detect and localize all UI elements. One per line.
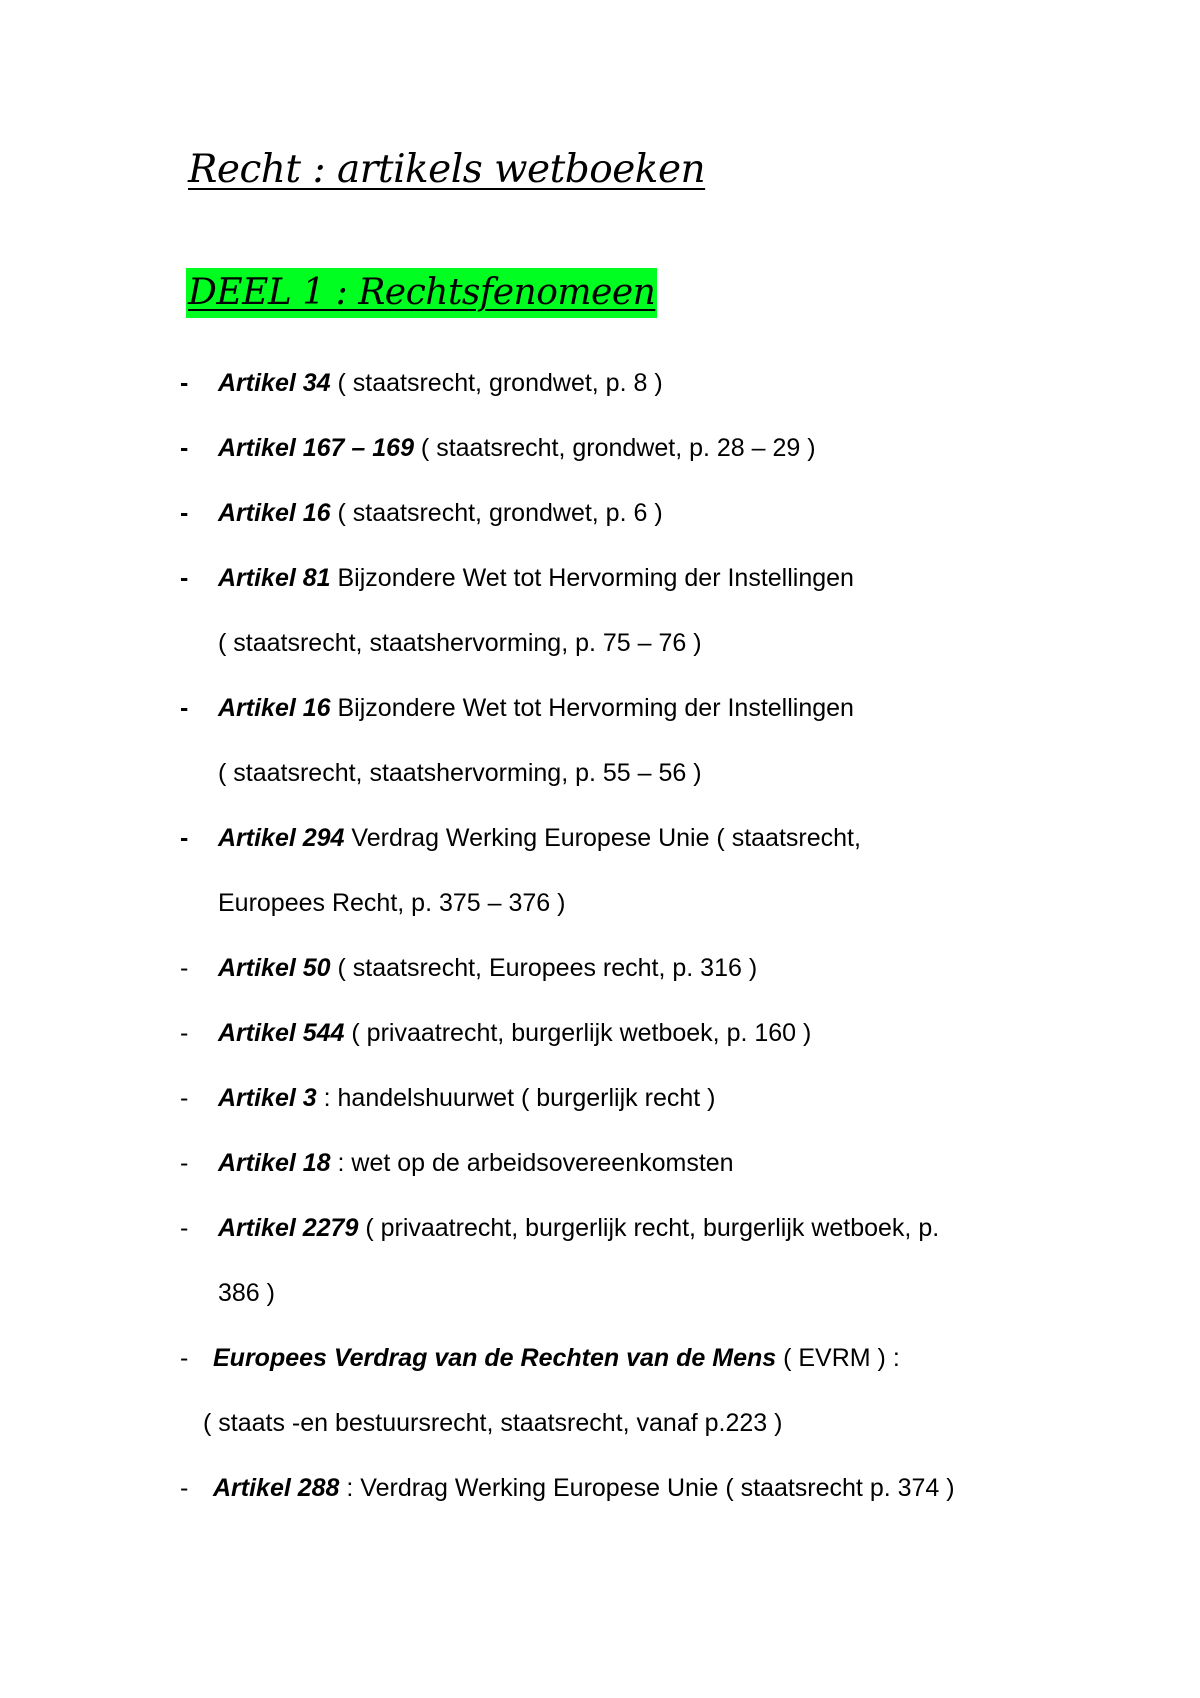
article-description: Bijzondere Wet tot Hervorming der Instellingen [330,564,854,592]
list-bullet: - [180,1344,189,1372]
list-bullet: - [180,369,189,397]
document-title: Recht : artikels wetboeken [188,147,706,192]
article-description-continuation: Europees Recht, p. 375 – 376 ) [218,889,566,917]
article-description-continuation: ( staatsrecht, staatshervorming, p. 75 – 76 ) [218,629,702,657]
list-bullet: - [180,1214,189,1242]
list-bullet: - [180,564,189,592]
list-bullet: - [180,954,189,982]
article-description: ( staatsrecht, grondwet, p. 8 ) [330,369,663,397]
list-bullet: - [180,694,189,722]
article-reference: Artikel 16 [218,694,331,722]
list-bullet: - [180,1474,189,1502]
article-description: ( staatsrecht, grondwet, p. 6 ) [330,499,663,527]
article-reference: Artikel 3 [218,1084,317,1112]
article-reference: Artikel 294 [218,824,345,852]
list-bullet: - [180,824,189,852]
article-description-continuation: ( staatsrecht, staatshervorming, p. 55 – 56 ) [218,759,702,787]
list-bullet: - [180,1084,189,1112]
article-description-continuation: 386 ) [218,1279,275,1307]
article-description: Bijzondere Wet tot Hervorming der Instellingen [330,694,854,722]
article-description: : handelshuurwet ( burgerlijk recht ) [316,1084,716,1112]
list-bullet: - [180,1019,189,1047]
list-bullet: - [180,1149,189,1177]
article-description: Verdrag Werking Europese Unie ( staatsrecht, [344,824,861,852]
article-reference: Artikel 18 [218,1149,331,1177]
article-reference: Europees Verdrag van de Rechten van de Mens [213,1344,777,1372]
article-description: ( EVRM ) : [776,1344,900,1372]
article-description: : wet op de arbeidsovereenkomsten [330,1149,734,1177]
article-description: : Verdrag Werking Europese Unie ( staatsrecht p. 374 ) [339,1474,955,1502]
article-reference: Artikel 2279 [218,1214,359,1242]
article-description: ( staatsrecht, Europees recht, p. 316 ) [330,954,758,982]
article-reference: Artikel 544 [218,1019,345,1047]
article-reference: Artikel 288 [213,1474,340,1502]
article-description: ( privaatrecht, burgerlijk recht, burgerlijk wetboek, p. [358,1214,940,1242]
article-reference: Artikel 81 [218,564,331,592]
list-bullet: - [180,434,189,462]
article-reference: Artikel 16 [218,499,331,527]
article-reference: Artikel 34 [218,369,331,397]
article-reference: Artikel 50 [218,954,331,982]
section-heading: DEEL 1 : Rechtsfenomeen [186,268,657,318]
article-description: ( privaatrecht, burgerlijk wetboek, p. 160 ) [344,1019,812,1047]
list-bullet: - [180,499,189,527]
article-description-continuation: ( staats -en bestuursrecht, staatsrecht, vanaf p.223 ) [203,1409,783,1437]
article-reference: Artikel 167 – 169 [218,434,414,462]
article-description: ( staatsrecht, grondwet, p. 28 – 29 ) [413,434,816,462]
